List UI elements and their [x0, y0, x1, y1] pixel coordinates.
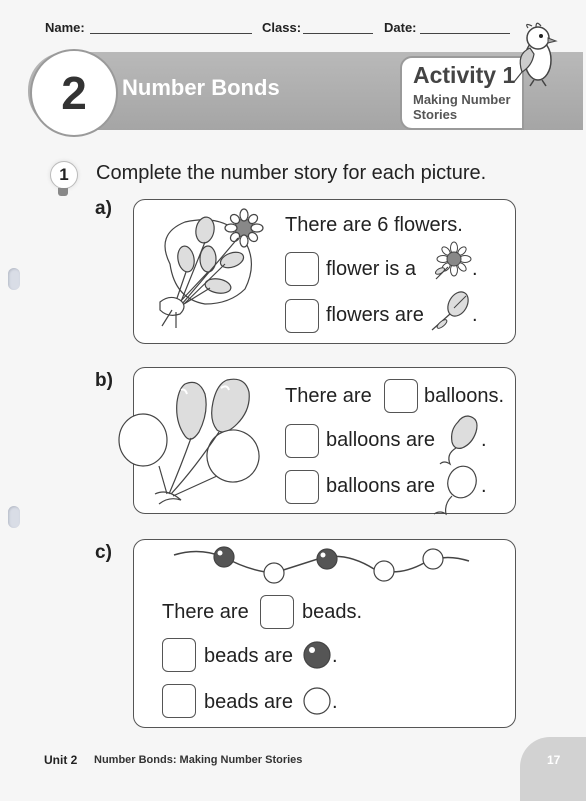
part-c-line1-pre: There are — [162, 601, 249, 623]
date-field[interactable] — [420, 33, 510, 34]
part-a-period-1: . — [472, 258, 478, 280]
part-c-period-1: . — [332, 645, 338, 667]
part-a-answer-box-1[interactable] — [285, 252, 319, 286]
part-a-line1: There are 6 flowers. — [285, 214, 463, 236]
shaded-balloon-icon — [438, 414, 482, 466]
part-c-answer-box-2[interactable] — [162, 638, 196, 672]
part-b-period-1: . — [481, 429, 487, 451]
flower-bouquet-icon — [150, 204, 275, 332]
part-a-period-2: . — [472, 304, 478, 326]
page-number-tab — [520, 737, 586, 801]
part-b-label: b) — [95, 370, 113, 391]
part-b-answer-box-1[interactable] — [384, 379, 418, 413]
sunflower-icon — [432, 241, 474, 283]
name-label: Name: — [45, 20, 85, 35]
lightbulb-icon — [58, 188, 68, 196]
date-label: Date: — [384, 20, 417, 35]
part-b-line1-post: balloons. — [424, 385, 505, 407]
part-c-line2: beads are — [204, 645, 293, 667]
binder-hole — [8, 506, 20, 528]
part-b-period-2: . — [481, 475, 487, 497]
activity-title: Activity 1 — [413, 62, 516, 88]
bird-icon — [508, 22, 568, 88]
part-b-line2: balloons are — [326, 429, 435, 451]
part-a-line3: flowers are — [326, 304, 424, 326]
white-balloon-icon — [432, 462, 480, 516]
binder-hole — [8, 268, 20, 290]
unit-number: 2 — [30, 49, 118, 137]
part-a-label: a) — [95, 198, 112, 219]
white-bead-icon — [302, 686, 332, 716]
part-b-line3: balloons are — [326, 475, 435, 497]
part-c-answer-box-3[interactable] — [162, 684, 196, 718]
question-number: 1 — [50, 161, 78, 189]
part-b-line1-pre: There are — [285, 385, 372, 407]
part-c-line3: beads are — [204, 691, 293, 713]
part-c-line1-post: beads. — [302, 601, 363, 623]
dark-bead-icon — [302, 640, 332, 670]
class-label: Class: — [262, 20, 302, 35]
unit-title: Number Bonds — [122, 75, 280, 100]
part-c-answer-box-1[interactable] — [260, 595, 294, 629]
part-a-answer-box-2[interactable] — [285, 299, 319, 333]
footer-unit: Unit 2 — [44, 753, 78, 767]
part-b-answer-box-3[interactable] — [285, 470, 319, 504]
footer-title: Number Bonds: Making Number Stories — [94, 754, 303, 766]
page-number: 17 — [547, 753, 561, 767]
part-b-answer-box-2[interactable] — [285, 424, 319, 458]
part-c-period-2: . — [332, 691, 338, 713]
part-c-label: c) — [95, 542, 112, 563]
balloon-bunch-icon — [115, 376, 260, 504]
activity-subtitle: Making Number Stories — [413, 92, 511, 122]
class-field[interactable] — [303, 33, 373, 34]
tulip-icon — [428, 290, 474, 332]
question-instruction: Complete the number story for each picture. — [96, 162, 487, 184]
part-a-line2: flower is a — [326, 258, 417, 280]
name-field[interactable] — [90, 33, 252, 34]
bead-string-icon — [174, 543, 474, 583]
